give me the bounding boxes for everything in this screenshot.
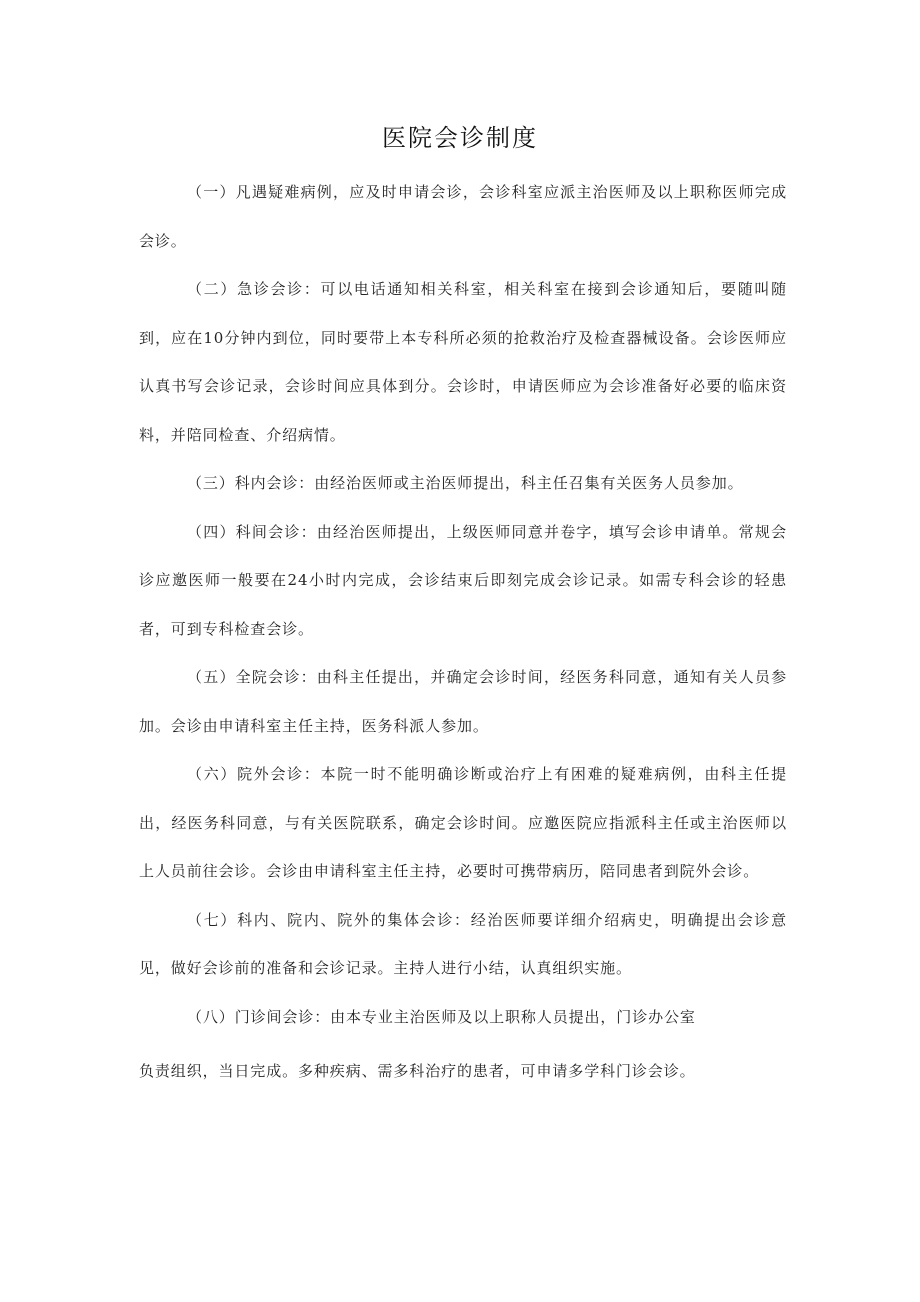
- paragraph-2: （二）急诊会诊：可以电话通知相关科室，相关科室在接到会诊通知后，要随叫随到，应在10分钟内到位，同时要带上本专科所必须的抢救治疗及检查器械设备。会诊医师应认真书写会诊记录，会诊时间应具体到分。会诊时，申请医师应为会诊准备好必要的临床资料，并陪同检查、介绍病情。: [139, 280, 787, 444]
- paragraph-4: （四）科间会诊：由经治医师提出，上级医师同意并卷字，填写会诊申请单。常规会诊应邀医师一般要在24小时内完成，会诊结束后即刻完成会诊记录。如需专科会诊的轻患者，可到专科检查会诊。: [139, 522, 787, 638]
- paragraph-9: 负责组织，当日完成。多种疾病、需多科治疗的患者，可申请多学科门诊会诊。: [139, 1062, 696, 1080]
- document-body: [139, 168, 787, 1096]
- document-title: 医院会诊制度: [382, 124, 538, 152]
- paragraph-5: （五）全院会诊：由科主任提出，并确定会诊时间，经医务科同意，通知有关人员参加。会诊由申请科室主任主持，医务科派人参加。: [139, 668, 787, 735]
- paragraph-7: （七）科内、院内、院外的集体会诊：经治医师要详细介绍病史，明确提出会诊意见，做好会诊前的准备和会诊记录。主持人进行小结，认真组织实施。: [139, 910, 787, 977]
- paragraph-8: （八）门诊间会诊：由本专业主治医师及以上职称人员提出，门诊办公室: [187, 1007, 696, 1026]
- paragraph-6: （六）院外会诊：本院一时不能明确诊断或治疗上有困难的疑难病例，由科主任提出，经医务科同意，与有关医院联系，确定会诊时间。应邀医院应指派科主任或主治医师以上人员前往会诊。会诊由申请科室主任主持，必要时可携带病历，陪同患者到院外会诊。: [139, 765, 787, 880]
- paragraph-1: （一）凡遇疑难病例，应及时申请会诊，会诊科室应派主治医师及以上职称医师完成会诊。: [139, 183, 787, 250]
- paragraph-3: （三）科内会诊：由经治医师或主治医师提出，科主任召集有关医务人员参加。: [187, 474, 744, 492]
